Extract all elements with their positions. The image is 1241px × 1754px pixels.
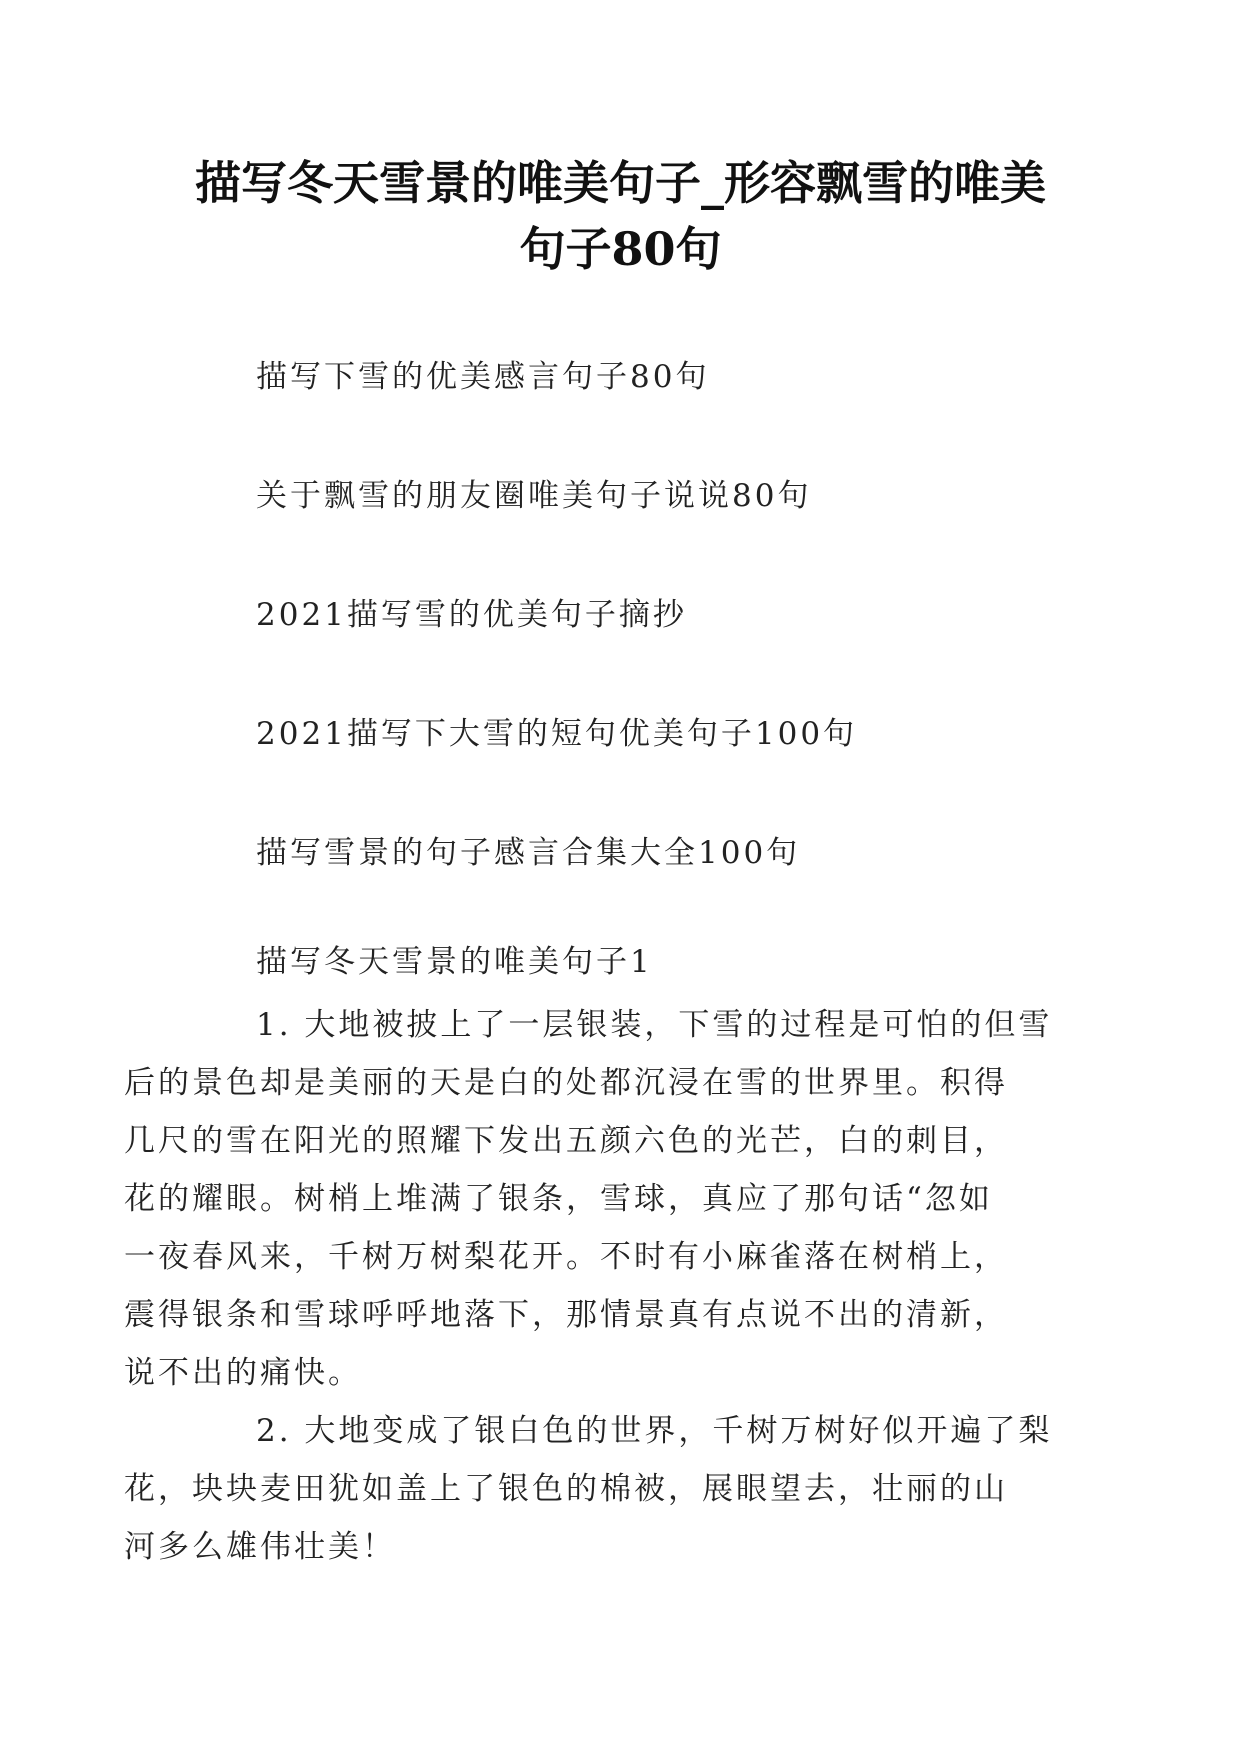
related-article-link[interactable]: 2021描写雪的优美句子摘抄: [256, 597, 687, 633]
paragraph-line: 几尺的雪在阳光的照耀下发出五颜六色的光芒，白的刺目，: [124, 1123, 1008, 1159]
article-body: [124, 996, 1070, 1576]
paragraph-line: 花的耀眼。树梢上堆满了银条，雪球，真应了那句话“忽如: [124, 1181, 993, 1217]
paragraph-line: 后的景色却是美丽的天是白的处都沉浸在雪的世界里。积得: [124, 1065, 1008, 1101]
related-articles-list: [256, 355, 1116, 950]
page-title-line-1: 描写冬天雪景的唯美句子_形容飘雪的唯美: [195, 156, 1046, 210]
related-article-link[interactable]: 2021描写下大雪的短句优美句子100句: [256, 716, 858, 752]
paragraph-line: 一夜春风来，千树万树梨花开。不时有小麻雀落在树梢上，: [124, 1239, 1008, 1275]
paragraph-line: 花，块块麦田犹如盖上了银色的棉被，展眼望去，壮丽的山: [124, 1471, 1008, 1507]
paragraph-line: 1. 大地被披上了一层银装，下雪的过程是可怕的但雪: [256, 1007, 1053, 1043]
page-title-line-2: 句子80句: [519, 222, 722, 276]
paragraph-2: [124, 1402, 1070, 1576]
related-article-link[interactable]: 描写下雪的优美感言句子80句: [256, 359, 710, 395]
page-title: [150, 150, 1091, 282]
paragraph-line: 河多么雄伟壮美！: [124, 1529, 396, 1565]
paragraph-line: 2. 大地变成了银白色的世界，千树万树好似开遍了梨: [256, 1413, 1053, 1449]
paragraph-1: [124, 996, 1070, 1402]
paragraph-line: 震得银条和雪球呼呼地落下，那情景真有点说不出的清新，: [124, 1297, 1008, 1333]
related-article-link[interactable]: 描写雪景的句子感言合集大全100句: [256, 835, 801, 871]
paragraph-line: 说不出的痛快。: [124, 1355, 362, 1391]
section-heading: 描写冬天雪景的唯美句子1: [256, 944, 653, 980]
related-article-link[interactable]: 关于飘雪的朋友圈唯美句子说说80句: [256, 478, 812, 514]
